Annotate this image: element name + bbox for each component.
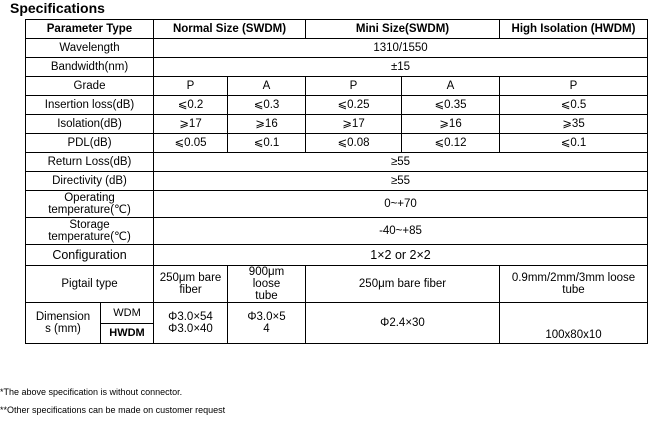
pigtail-high-isolation: [500, 266, 648, 303]
table-row: [26, 266, 648, 303]
header-normal-size: Normal Size (SWDM): [154, 20, 306, 39]
pigtail-high-line-2: tube: [562, 284, 585, 296]
row-label-wavelength: Wavelength: [26, 39, 154, 58]
grade-cell: P: [500, 77, 648, 96]
row-label-pigtail-type: Pigtail type: [26, 266, 154, 303]
dimension-label-line-1: Dimension: [35, 311, 91, 323]
insertion-loss-cell: ⩽0.5: [500, 96, 648, 115]
dimension-normal-a: [228, 303, 306, 344]
row-label-storage-temperature: [26, 218, 154, 245]
row-label-insertion-loss: Insertion loss(dB): [26, 96, 154, 115]
row-label-isolation: Isolation(dB): [26, 115, 154, 134]
pigtail-normal-a: [228, 266, 306, 303]
grade-cell: A: [402, 77, 500, 96]
grade-cell: P: [306, 77, 402, 96]
table-row: [26, 245, 648, 266]
specifications-table: [25, 19, 648, 344]
table-row: [26, 58, 648, 77]
isolation-cell: ⩾16: [402, 115, 500, 134]
header-parameter-type: Parameter Type: [26, 20, 154, 39]
pigtail-mini: 250μm bare fiber: [306, 266, 500, 303]
pdl-cell: ⩽0.05: [154, 134, 228, 153]
directivity-value: ≥55: [154, 172, 648, 191]
pdl-cell: ⩽0.08: [306, 134, 402, 153]
isolation-cell: ⩾16: [228, 115, 306, 134]
operating-label-line-1: Operating: [64, 192, 115, 204]
row-label-pdl: PDL(dB): [26, 134, 154, 153]
insertion-loss-cell: ⩽0.2: [154, 96, 228, 115]
table-row: [26, 303, 648, 324]
footnote-connector: *The above specification is without connector.: [0, 387, 183, 397]
table-row: [26, 96, 648, 115]
dimension-normal-a-line-2: 4: [263, 323, 270, 335]
grade-cell: P: [154, 77, 228, 96]
dimension-high-isolation: [500, 303, 648, 344]
operating-temperature-value: 0~+70: [154, 191, 648, 218]
row-label-dimensions: [26, 303, 101, 343]
row-label-operating-temperature: [26, 191, 154, 218]
pdl-cell: ⩽0.1: [500, 134, 648, 153]
dimension-high-value: 100x80x10: [545, 329, 602, 341]
isolation-cell: ⩾17: [154, 115, 228, 134]
row-label-configuration: Configuration: [26, 245, 154, 266]
table-row: [26, 39, 648, 58]
footnotes: [0, 387, 225, 423]
table-header-row: [26, 20, 648, 39]
dimension-normal-p-line-2: Φ3.0×40: [168, 323, 213, 335]
storage-label-line-1: Storage: [69, 219, 110, 231]
pigtail-high-line-1: 0.9mm/2mm/3mm loose: [511, 272, 636, 284]
storage-label-line-2: temperature(℃): [48, 231, 131, 243]
insertion-loss-cell: ⩽0.25: [306, 96, 402, 115]
pigtail-normal-a-line-3: tube: [255, 290, 278, 302]
pigtail-normal-a-line-1: 900μm: [248, 266, 285, 278]
insertion-loss-cell: ⩽0.35: [402, 96, 500, 115]
table-row: [26, 134, 648, 153]
insertion-loss-cell: ⩽0.3: [228, 96, 306, 115]
dimension-sub-table: [26, 303, 153, 343]
footnote-custom-request: **Other specifications can be made on customer request: [0, 405, 226, 415]
bandwidth-value: ±15: [154, 58, 648, 77]
dimension-normal-a-line-1: Φ3.0×5: [247, 311, 286, 323]
row-label-bandwidth: Bandwidth(nm): [26, 58, 154, 77]
dimension-mini: Φ2.4×30: [306, 303, 500, 344]
dimension-normal-p: [154, 303, 228, 344]
storage-temperature-value: -40~+85: [154, 218, 648, 245]
table-row: [26, 218, 648, 245]
pigtail-normal-a-line-2: loose: [252, 278, 281, 290]
dimension-cell: [26, 303, 154, 344]
grade-cell: A: [228, 77, 306, 96]
header-mini-size: Mini Size(SWDM): [306, 20, 500, 39]
pdl-cell: ⩽0.1: [228, 134, 306, 153]
isolation-cell: ⩾35: [500, 115, 648, 134]
table-row: [26, 191, 648, 218]
configuration-value: 1×2 or 2×2: [154, 245, 648, 266]
dimension-wdm-label: WDM: [101, 303, 154, 323]
pigtail-normal-p: [154, 266, 228, 303]
table-row: [26, 77, 648, 96]
dimension-hwdm-label: HWDM: [109, 327, 145, 340]
row-label-directivity: Directivity (dB): [26, 172, 154, 191]
pigtail-normal-p-line-2: fiber: [179, 284, 202, 296]
page-title: Specifications: [10, 0, 105, 16]
pdl-cell: ⩽0.12: [402, 134, 500, 153]
pigtail-normal-p-line-1: 250μm bare: [159, 272, 222, 284]
table-row: [26, 153, 648, 172]
table-row: [26, 115, 648, 134]
isolation-cell: ⩾17: [306, 115, 402, 134]
table-row: [26, 172, 648, 191]
operating-label-line-2: temperature(℃): [48, 204, 131, 216]
row-label-return-loss: Return Loss(dB): [26, 153, 154, 172]
dimension-label-line-2: s (mm): [45, 323, 81, 335]
row-label-grade: Grade: [26, 77, 154, 96]
header-high-isolation: High Isolation (HWDM): [500, 20, 648, 39]
return-loss-value: ≥55: [154, 153, 648, 172]
wavelength-value: 1310/1550: [154, 39, 648, 58]
dimension-normal-p-line-1: Φ3.0×54: [168, 311, 213, 323]
